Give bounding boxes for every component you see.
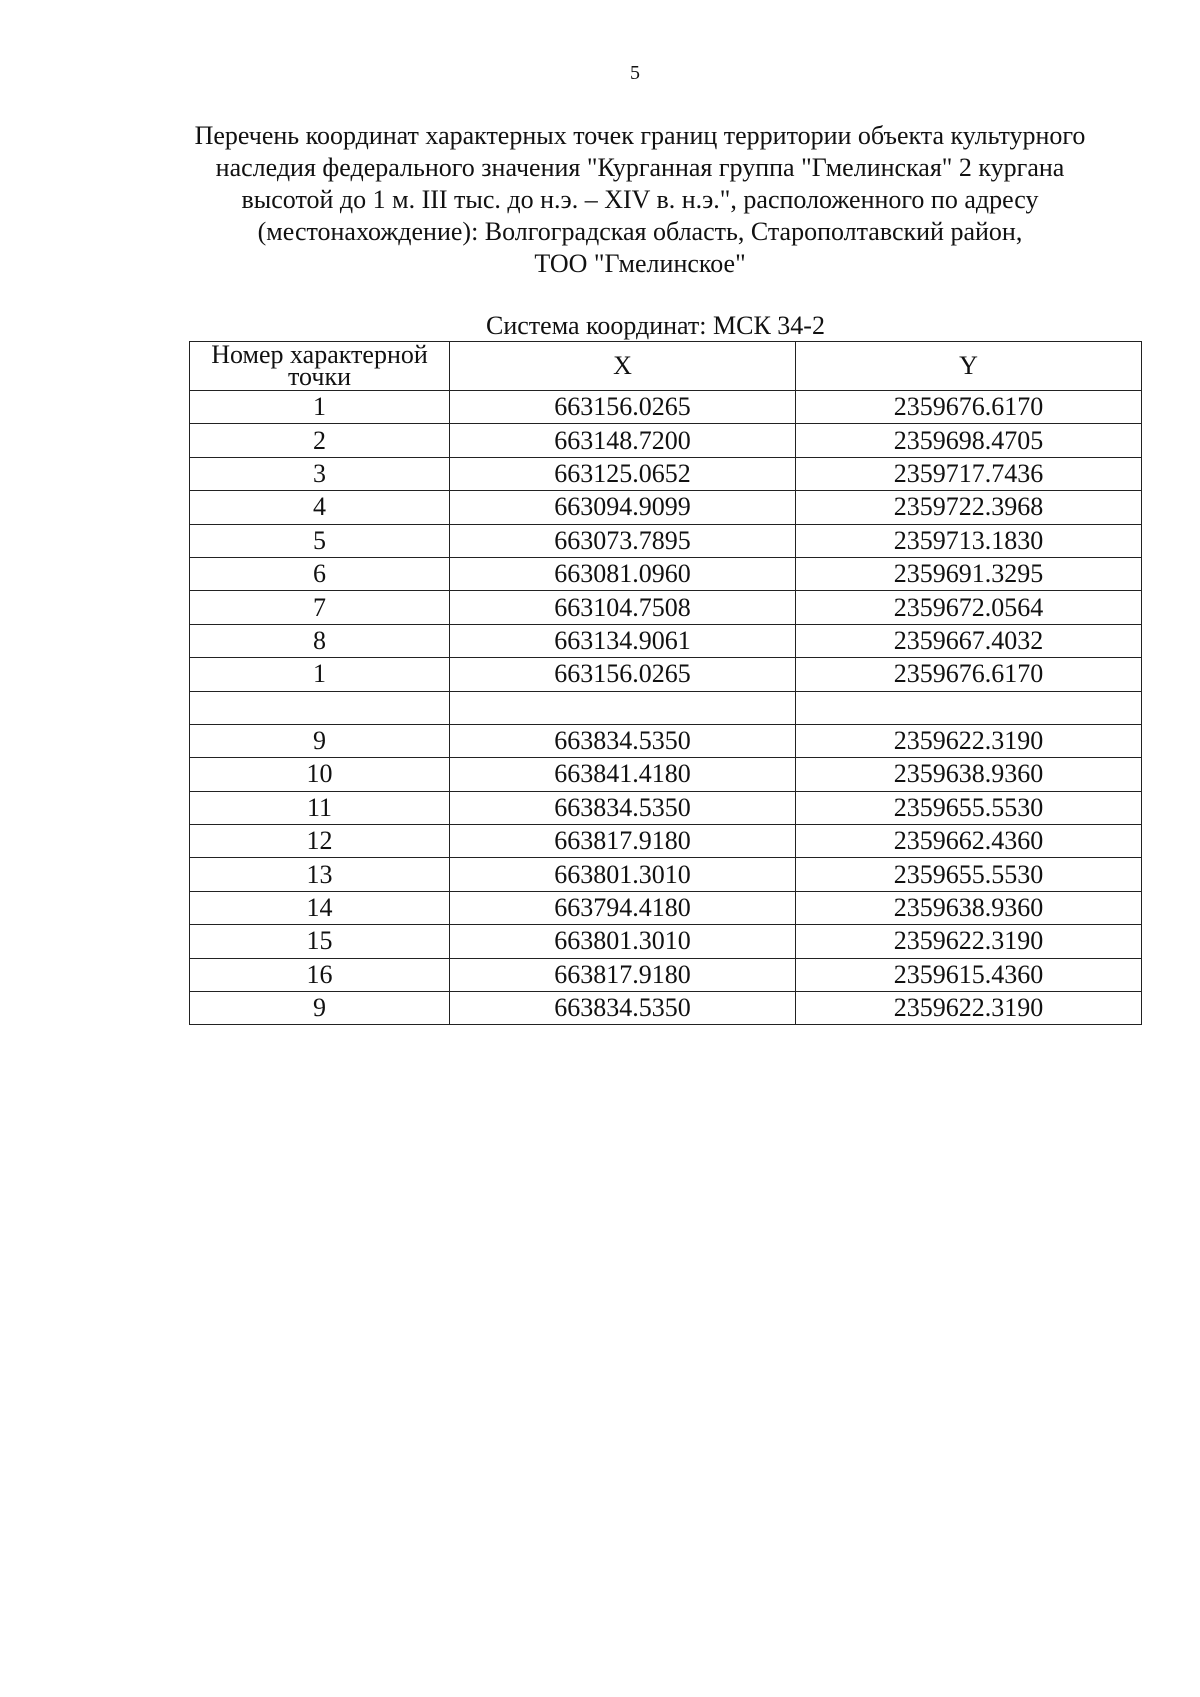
title-line: высотой до 1 м. III тыс. до н.э. – XIV в. н.э.", расположенного по адресу <box>241 185 1039 214</box>
table-row <box>190 624 1142 657</box>
cell-y <box>796 691 1142 724</box>
cell-x: 663817.9180 <box>450 825 796 858</box>
cell-y: 2359717.7436 <box>796 457 1142 490</box>
cell-point: 1 <box>190 658 450 691</box>
cell-y: 2359691.3295 <box>796 557 1142 590</box>
cell-point: 9 <box>190 992 450 1025</box>
header-point-line1: Номер характерной <box>211 340 428 369</box>
table-row <box>190 658 1142 691</box>
table-row <box>190 491 1142 524</box>
cell-point: 11 <box>190 791 450 824</box>
table-row <box>190 724 1142 757</box>
table-row <box>190 858 1142 891</box>
coordinates-table <box>189 341 1142 1025</box>
cell-x: 663156.0265 <box>450 391 796 424</box>
cell-y: 2359676.6170 <box>796 658 1142 691</box>
header-point-line2: точки <box>288 362 351 391</box>
cell-x: 663801.3010 <box>450 858 796 891</box>
cell-point: 3 <box>190 457 450 490</box>
coordinate-system-label: Система координат: МСК 34-2 <box>486 311 825 340</box>
cell-x: 663073.7895 <box>450 524 796 557</box>
cell-point: 5 <box>190 524 450 557</box>
cell-x: 663156.0265 <box>450 658 796 691</box>
document-title <box>160 120 1120 280</box>
cell-y: 2359622.3190 <box>796 925 1142 958</box>
cell-point: 8 <box>190 624 450 657</box>
table-row <box>190 925 1142 958</box>
cell-y: 2359655.5530 <box>796 858 1142 891</box>
table-row <box>190 524 1142 557</box>
cell-x: 663817.9180 <box>450 958 796 991</box>
cell-point: 14 <box>190 891 450 924</box>
cell-y: 2359722.3968 <box>796 491 1142 524</box>
title-line: наследия федерального значения "Курганная группа "Гмелинская" 2 кургана <box>215 153 1065 182</box>
cell-x: 663834.5350 <box>450 791 796 824</box>
cell-x: 663094.9099 <box>450 491 796 524</box>
table-row <box>190 791 1142 824</box>
cell-y: 2359667.4032 <box>796 624 1142 657</box>
cell-x: 663081.0960 <box>450 557 796 590</box>
table-row <box>190 691 1142 724</box>
cell-x: 663125.0652 <box>450 457 796 490</box>
cell-x: 663134.9061 <box>450 624 796 657</box>
cell-point: 10 <box>190 758 450 791</box>
table-row <box>190 758 1142 791</box>
cell-point: 15 <box>190 925 450 958</box>
cell-y: 2359638.9360 <box>796 758 1142 791</box>
page-number: 5 <box>630 62 640 84</box>
table-row <box>190 457 1142 490</box>
cell-y: 2359622.3190 <box>796 992 1142 1025</box>
header-point-number <box>190 342 450 391</box>
cell-y: 2359622.3190 <box>796 724 1142 757</box>
cell-x: 663148.7200 <box>450 424 796 457</box>
cell-point: 1 <box>190 391 450 424</box>
cell-point: 4 <box>190 491 450 524</box>
table-row <box>190 958 1142 991</box>
title-line: (местонахождение): Волгоградская область, Старополтавский район, <box>257 217 1023 246</box>
table-row <box>190 825 1142 858</box>
table-row <box>190 424 1142 457</box>
table-body <box>190 391 1142 1025</box>
cell-x: 663841.4180 <box>450 758 796 791</box>
cell-y: 2359672.0564 <box>796 591 1142 624</box>
cell-x: 663834.5350 <box>450 724 796 757</box>
cell-y: 2359615.4360 <box>796 958 1142 991</box>
cell-point: 6 <box>190 557 450 590</box>
cell-y: 2359698.4705 <box>796 424 1142 457</box>
cell-x: 663104.7508 <box>450 591 796 624</box>
cell-x <box>450 691 796 724</box>
cell-point: 12 <box>190 825 450 858</box>
table-row <box>190 391 1142 424</box>
cell-x: 663834.5350 <box>450 992 796 1025</box>
table-row <box>190 557 1142 590</box>
header-y: Y <box>796 342 1142 391</box>
cell-point: 13 <box>190 858 450 891</box>
cell-x: 663801.3010 <box>450 925 796 958</box>
table-row <box>190 891 1142 924</box>
cell-y: 2359662.4360 <box>796 825 1142 858</box>
cell-y: 2359638.9360 <box>796 891 1142 924</box>
cell-point <box>190 691 450 724</box>
cell-y: 2359676.6170 <box>796 391 1142 424</box>
cell-y: 2359713.1830 <box>796 524 1142 557</box>
table-row <box>190 992 1142 1025</box>
cell-point: 7 <box>190 591 450 624</box>
title-line: Перечень координат характерных точек границ территории объекта культурного <box>194 121 1086 150</box>
cell-y: 2359655.5530 <box>796 791 1142 824</box>
cell-x: 663794.4180 <box>450 891 796 924</box>
table-row <box>190 591 1142 624</box>
cell-point: 2 <box>190 424 450 457</box>
title-line: ТОО "Гмелинское" <box>534 249 746 278</box>
cell-point: 16 <box>190 958 450 991</box>
cell-point: 9 <box>190 724 450 757</box>
table-header-row <box>190 342 1142 391</box>
header-x: X <box>450 342 796 391</box>
